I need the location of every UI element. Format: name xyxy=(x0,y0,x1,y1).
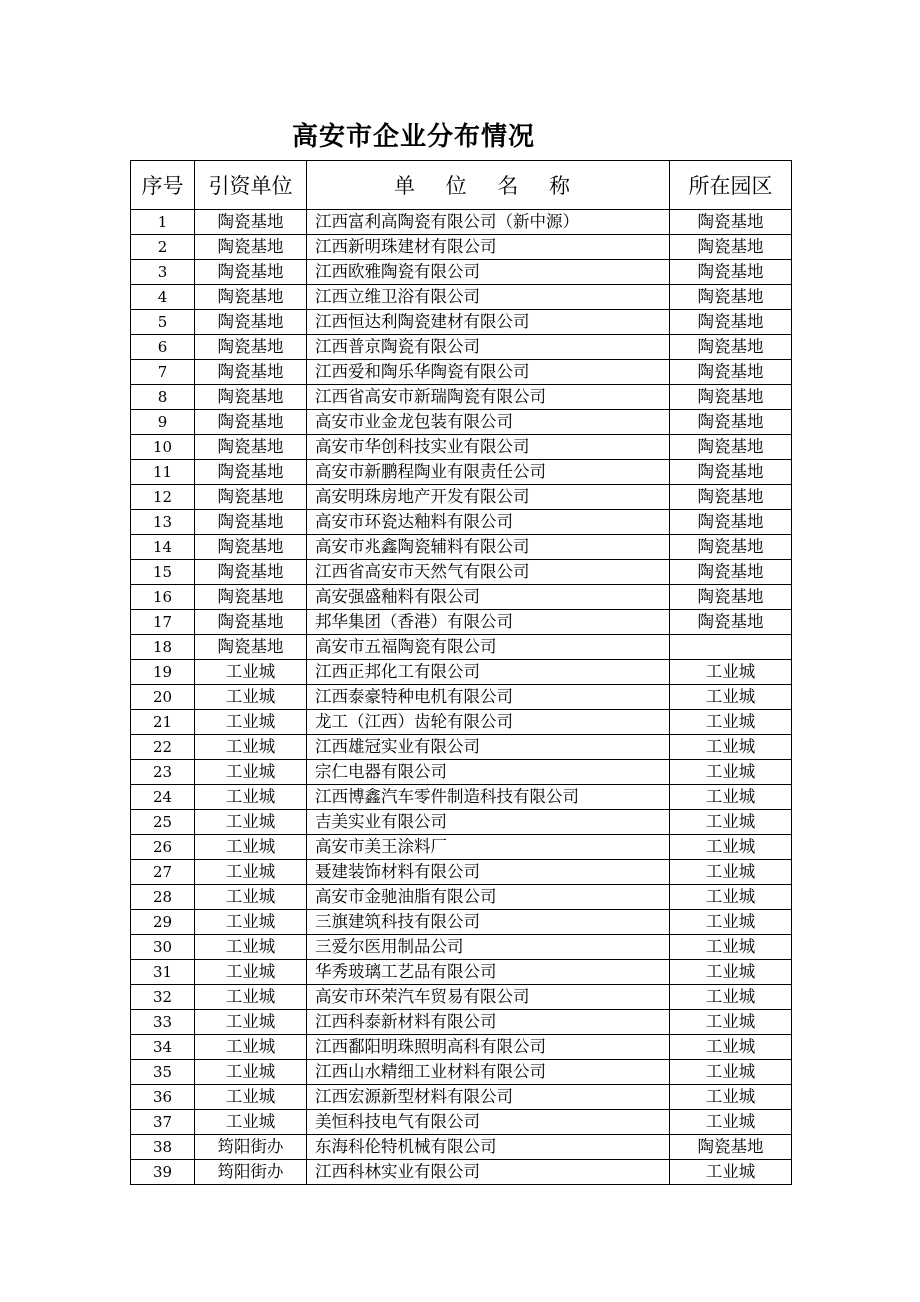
table-row xyxy=(131,410,792,435)
cell-source: 工业城 xyxy=(195,1035,307,1060)
cell-park: 工业城 xyxy=(670,985,792,1010)
table-row xyxy=(131,660,792,685)
table-row xyxy=(131,360,792,385)
cell-no: 38 xyxy=(131,1135,195,1160)
cell-park: 陶瓷基地 xyxy=(670,585,792,610)
table-row xyxy=(131,1085,792,1110)
table-row xyxy=(131,985,792,1010)
cell-no: 36 xyxy=(131,1085,195,1110)
cell-park: 陶瓷基地 xyxy=(670,560,792,585)
cell-park: 工业城 xyxy=(670,1035,792,1060)
cell-no: 33 xyxy=(131,1010,195,1035)
table-row xyxy=(131,735,792,760)
cell-source: 陶瓷基地 xyxy=(195,360,307,385)
cell-park: 工业城 xyxy=(670,1010,792,1035)
cell-no: 14 xyxy=(131,535,195,560)
cell-company-name: 江西欧雅陶瓷有限公司 xyxy=(307,260,670,285)
table-row xyxy=(131,1035,792,1060)
cell-no: 10 xyxy=(131,435,195,460)
cell-source: 陶瓷基地 xyxy=(195,635,307,660)
table-row xyxy=(131,385,792,410)
cell-source: 陶瓷基地 xyxy=(195,610,307,635)
cell-source: 陶瓷基地 xyxy=(195,535,307,560)
cell-park: 陶瓷基地 xyxy=(670,285,792,310)
cell-company-name: 华秀玻璃工艺品有限公司 xyxy=(307,960,670,985)
table-row xyxy=(131,810,792,835)
cell-no: 17 xyxy=(131,610,195,635)
cell-source: 陶瓷基地 xyxy=(195,510,307,535)
cell-company-name: 江西省高安市新瑞陶瓷有限公司 xyxy=(307,385,670,410)
cell-source: 陶瓷基地 xyxy=(195,235,307,260)
cell-company-name: 江西普京陶瓷有限公司 xyxy=(307,335,670,360)
cell-company-name: 江西富利高陶瓷有限公司（新中源） xyxy=(307,210,670,235)
cell-source: 陶瓷基地 xyxy=(195,385,307,410)
cell-company-name: 高安市美王涂料厂 xyxy=(307,835,670,860)
cell-park: 陶瓷基地 xyxy=(670,360,792,385)
cell-no: 13 xyxy=(131,510,195,535)
cell-no: 32 xyxy=(131,985,195,1010)
cell-company-name: 三爱尔医用制品公司 xyxy=(307,935,670,960)
cell-company-name: 江西泰豪特种电机有限公司 xyxy=(307,685,670,710)
cell-park: 陶瓷基地 xyxy=(670,435,792,460)
header-park: 所在园区 xyxy=(670,161,792,210)
cell-company-name: 江西恒达利陶瓷建材有限公司 xyxy=(307,310,670,335)
header-source: 引资单位 xyxy=(195,161,307,210)
cell-company-name: 高安强盛釉料有限公司 xyxy=(307,585,670,610)
cell-company-name: 江西省高安市天然气有限公司 xyxy=(307,560,670,585)
cell-company-name: 江西博鑫汽车零件制造科技有限公司 xyxy=(307,785,670,810)
cell-no: 12 xyxy=(131,485,195,510)
cell-source: 陶瓷基地 xyxy=(195,435,307,460)
cell-park: 工业城 xyxy=(670,660,792,685)
cell-company-name: 高安市环荣汽车贸易有限公司 xyxy=(307,985,670,1010)
cell-no: 23 xyxy=(131,760,195,785)
cell-no: 27 xyxy=(131,860,195,885)
cell-company-name: 邦华集团（香港）有限公司 xyxy=(307,610,670,635)
cell-no: 19 xyxy=(131,660,195,685)
cell-park: 工业城 xyxy=(670,685,792,710)
cell-park xyxy=(670,635,792,660)
cell-park: 陶瓷基地 xyxy=(670,535,792,560)
table-row xyxy=(131,1135,792,1160)
table-row xyxy=(131,235,792,260)
cell-no: 5 xyxy=(131,310,195,335)
cell-company-name: 高安市环瓷达釉料有限公司 xyxy=(307,510,670,535)
cell-company-name: 江西新明珠建材有限公司 xyxy=(307,235,670,260)
table-row xyxy=(131,610,792,635)
cell-source: 工业城 xyxy=(195,860,307,885)
cell-no: 2 xyxy=(131,235,195,260)
cell-source: 工业城 xyxy=(195,835,307,860)
header-name: 单 位 名 称 xyxy=(307,161,670,210)
cell-source: 陶瓷基地 xyxy=(195,585,307,610)
cell-no: 28 xyxy=(131,885,195,910)
cell-park: 工业城 xyxy=(670,735,792,760)
cell-source: 陶瓷基地 xyxy=(195,285,307,310)
cell-source: 工业城 xyxy=(195,1010,307,1035)
cell-park: 工业城 xyxy=(670,785,792,810)
table-row xyxy=(131,310,792,335)
cell-no: 15 xyxy=(131,560,195,585)
cell-source: 陶瓷基地 xyxy=(195,310,307,335)
cell-source: 工业城 xyxy=(195,935,307,960)
cell-park: 陶瓷基地 xyxy=(670,610,792,635)
cell-park: 工业城 xyxy=(670,1060,792,1085)
cell-company-name: 江西宏源新型材料有限公司 xyxy=(307,1085,670,1110)
cell-no: 6 xyxy=(131,335,195,360)
cell-company-name: 江西科泰新材料有限公司 xyxy=(307,1010,670,1035)
table-row xyxy=(131,210,792,235)
cell-source: 工业城 xyxy=(195,885,307,910)
cell-source: 工业城 xyxy=(195,1110,307,1135)
cell-no: 3 xyxy=(131,260,195,285)
cell-source: 陶瓷基地 xyxy=(195,560,307,585)
cell-company-name: 吉美实业有限公司 xyxy=(307,810,670,835)
table-row xyxy=(131,685,792,710)
cell-park: 陶瓷基地 xyxy=(670,210,792,235)
cell-source: 工业城 xyxy=(195,985,307,1010)
cell-park: 陶瓷基地 xyxy=(670,335,792,360)
cell-source: 陶瓷基地 xyxy=(195,335,307,360)
table-row xyxy=(131,935,792,960)
table-body xyxy=(131,210,792,1185)
cell-company-name: 江西科林实业有限公司 xyxy=(307,1160,670,1185)
table-row xyxy=(131,860,792,885)
cell-source: 工业城 xyxy=(195,1085,307,1110)
table-header-row xyxy=(131,161,792,210)
cell-no: 22 xyxy=(131,735,195,760)
cell-no: 34 xyxy=(131,1035,195,1060)
cell-source: 工业城 xyxy=(195,785,307,810)
cell-park: 工业城 xyxy=(670,835,792,860)
table-row xyxy=(131,910,792,935)
table-row xyxy=(131,260,792,285)
cell-park: 工业城 xyxy=(670,960,792,985)
table-row xyxy=(131,1010,792,1035)
cell-park: 工业城 xyxy=(670,760,792,785)
cell-source: 工业城 xyxy=(195,735,307,760)
cell-source: 筠阳街办 xyxy=(195,1135,307,1160)
header-no: 序号 xyxy=(131,161,195,210)
cell-company-name: 高安市金驰油脂有限公司 xyxy=(307,885,670,910)
table-row xyxy=(131,1060,792,1085)
cell-company-name: 高安市兆鑫陶瓷辅料有限公司 xyxy=(307,535,670,560)
cell-park: 陶瓷基地 xyxy=(670,485,792,510)
cell-company-name: 高安市五福陶瓷有限公司 xyxy=(307,635,670,660)
cell-park: 工业城 xyxy=(670,1110,792,1135)
table-row xyxy=(131,1160,792,1185)
cell-no: 18 xyxy=(131,635,195,660)
table-row xyxy=(131,635,792,660)
cell-park: 工业城 xyxy=(670,860,792,885)
cell-source: 工业城 xyxy=(195,660,307,685)
cell-park: 陶瓷基地 xyxy=(670,460,792,485)
cell-no: 30 xyxy=(131,935,195,960)
table-row xyxy=(131,335,792,360)
cell-source: 工业城 xyxy=(195,710,307,735)
cell-company-name: 江西正邦化工有限公司 xyxy=(307,660,670,685)
cell-no: 25 xyxy=(131,810,195,835)
cell-company-name: 江西立维卫浴有限公司 xyxy=(307,285,670,310)
table-row xyxy=(131,1110,792,1135)
table-row xyxy=(131,885,792,910)
cell-source: 工业城 xyxy=(195,910,307,935)
cell-company-name: 高安明珠房地产开发有限公司 xyxy=(307,485,670,510)
table-row xyxy=(131,760,792,785)
cell-no: 7 xyxy=(131,360,195,385)
cell-no: 26 xyxy=(131,835,195,860)
table-row xyxy=(131,460,792,485)
cell-no: 31 xyxy=(131,960,195,985)
cell-no: 16 xyxy=(131,585,195,610)
cell-company-name: 江西爱和陶乐华陶瓷有限公司 xyxy=(307,360,670,385)
cell-no: 29 xyxy=(131,910,195,935)
cell-no: 37 xyxy=(131,1110,195,1135)
cell-source: 工业城 xyxy=(195,760,307,785)
cell-park: 工业城 xyxy=(670,1160,792,1185)
cell-company-name: 三旗建筑科技有限公司 xyxy=(307,910,670,935)
cell-company-name: 聂建装饰材料有限公司 xyxy=(307,860,670,885)
cell-company-name: 龙工（江西）齿轮有限公司 xyxy=(307,710,670,735)
cell-park: 陶瓷基地 xyxy=(670,310,792,335)
table-row xyxy=(131,435,792,460)
cell-park: 陶瓷基地 xyxy=(670,235,792,260)
cell-source: 陶瓷基地 xyxy=(195,260,307,285)
cell-park: 陶瓷基地 xyxy=(670,410,792,435)
cell-company-name: 江西鄱阳明珠照明高科有限公司 xyxy=(307,1035,670,1060)
table-row xyxy=(131,960,792,985)
cell-park: 工业城 xyxy=(670,710,792,735)
page-title: 高安市企业分布情况 xyxy=(292,122,536,152)
table-row xyxy=(131,285,792,310)
table-row xyxy=(131,485,792,510)
cell-source: 陶瓷基地 xyxy=(195,460,307,485)
cell-park: 工业城 xyxy=(670,935,792,960)
cell-no: 9 xyxy=(131,410,195,435)
cell-no: 21 xyxy=(131,710,195,735)
cell-no: 1 xyxy=(131,210,195,235)
table-row xyxy=(131,510,792,535)
cell-source: 工业城 xyxy=(195,810,307,835)
cell-no: 8 xyxy=(131,385,195,410)
table-row xyxy=(131,835,792,860)
cell-company-name: 宗仁电器有限公司 xyxy=(307,760,670,785)
cell-no: 11 xyxy=(131,460,195,485)
cell-company-name: 江西山水精细工业材料有限公司 xyxy=(307,1060,670,1085)
cell-company-name: 高安市新鹏程陶业有限责任公司 xyxy=(307,460,670,485)
cell-company-name: 东海科伦特机械有限公司 xyxy=(307,1135,670,1160)
cell-park: 工业城 xyxy=(670,910,792,935)
cell-source: 工业城 xyxy=(195,685,307,710)
table-row xyxy=(131,785,792,810)
cell-no: 24 xyxy=(131,785,195,810)
cell-source: 陶瓷基地 xyxy=(195,410,307,435)
table-row xyxy=(131,710,792,735)
enterprise-table xyxy=(130,160,792,1185)
cell-park: 陶瓷基地 xyxy=(670,510,792,535)
cell-source: 陶瓷基地 xyxy=(195,210,307,235)
cell-no: 20 xyxy=(131,685,195,710)
cell-park: 陶瓷基地 xyxy=(670,260,792,285)
cell-park: 工业城 xyxy=(670,885,792,910)
cell-no: 4 xyxy=(131,285,195,310)
cell-company-name: 高安市华创科技实业有限公司 xyxy=(307,435,670,460)
cell-source: 工业城 xyxy=(195,1060,307,1085)
cell-company-name: 美恒科技电气有限公司 xyxy=(307,1110,670,1135)
cell-company-name: 江西雄冠实业有限公司 xyxy=(307,735,670,760)
cell-park: 陶瓷基地 xyxy=(670,1135,792,1160)
table-row xyxy=(131,585,792,610)
table-row xyxy=(131,535,792,560)
cell-no: 39 xyxy=(131,1160,195,1185)
cell-park: 工业城 xyxy=(670,810,792,835)
cell-source: 工业城 xyxy=(195,960,307,985)
cell-source: 筠阳街办 xyxy=(195,1160,307,1185)
cell-source: 陶瓷基地 xyxy=(195,485,307,510)
cell-company-name: 高安市业金龙包装有限公司 xyxy=(307,410,670,435)
cell-no: 35 xyxy=(131,1060,195,1085)
table-row xyxy=(131,560,792,585)
cell-park: 工业城 xyxy=(670,1085,792,1110)
cell-park: 陶瓷基地 xyxy=(670,385,792,410)
